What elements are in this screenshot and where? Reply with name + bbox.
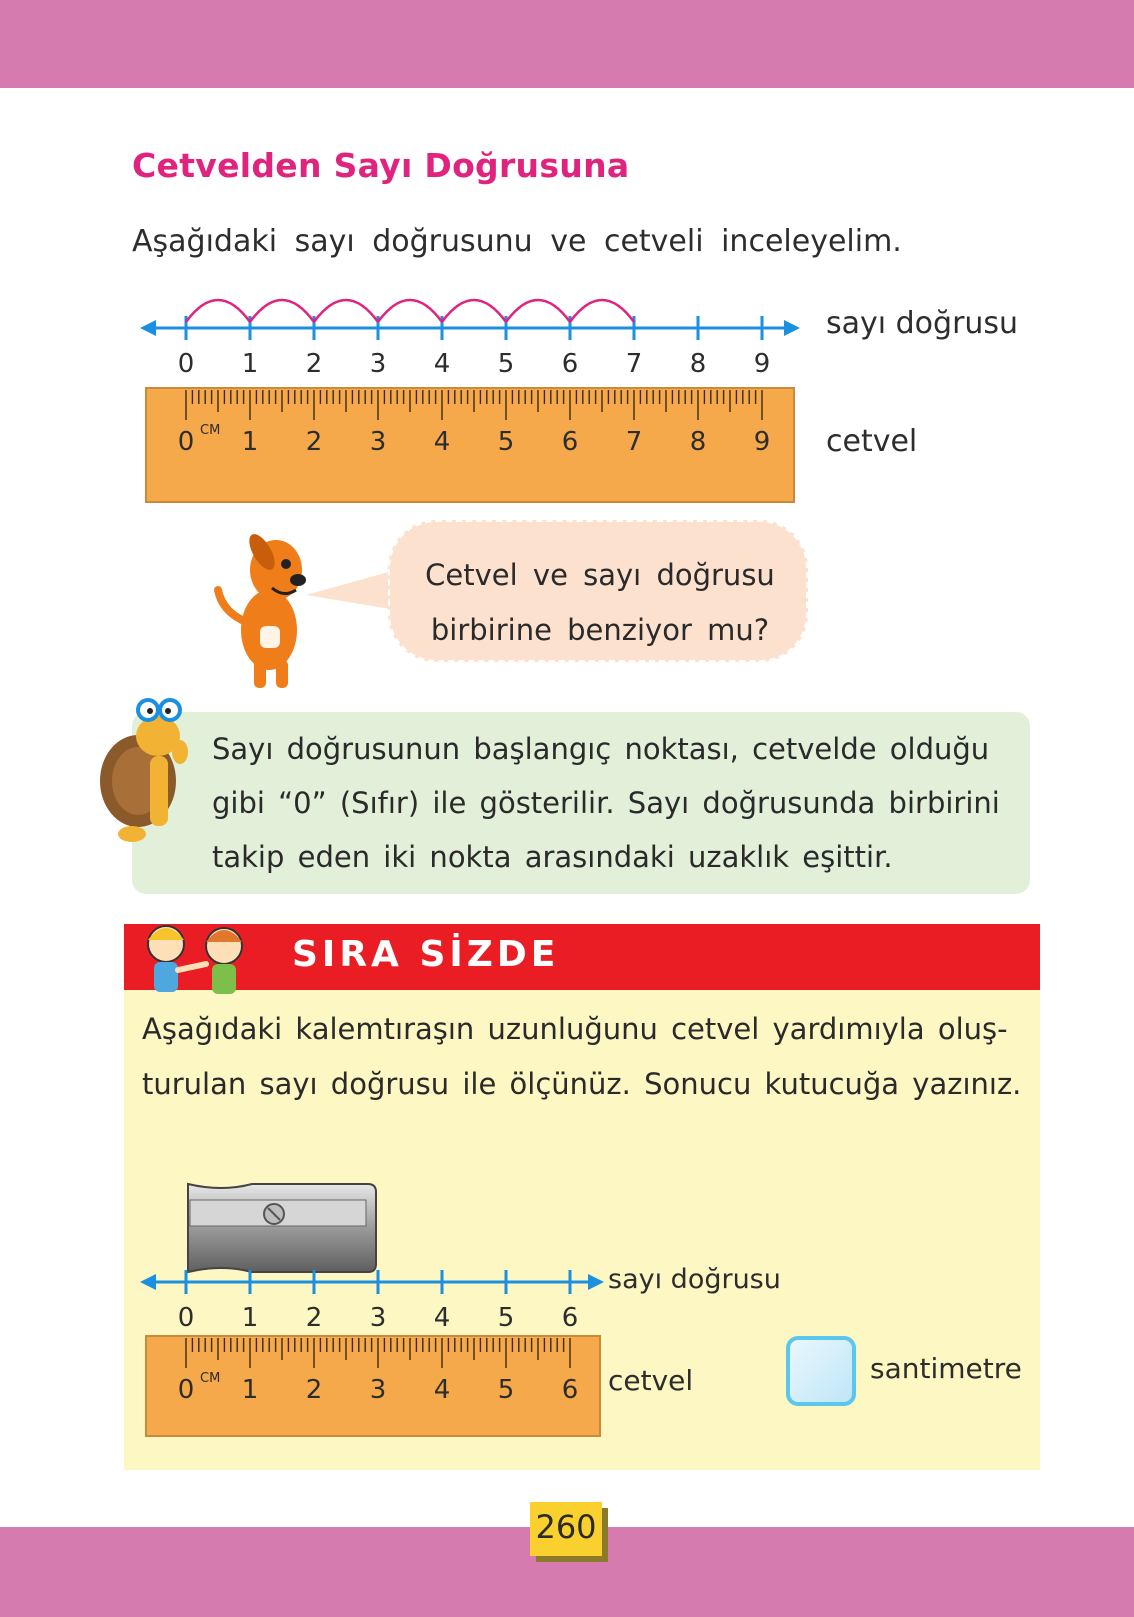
kids-icon: [132, 918, 262, 998]
number-line-label-6: 6: [561, 349, 579, 379]
turtle-illustration: [98, 696, 198, 846]
info-line-1: Sayı doğrusunun başlangıç noktası, cetvelde olduğu: [212, 732, 990, 766]
pencil-sharpener: [182, 1178, 382, 1278]
top-band: [0, 0, 1134, 88]
ruler: [146, 388, 796, 508]
exercise-number-line-label: sayı doğrusu: [608, 1264, 781, 1295]
ruler-number-6: 6: [561, 427, 579, 457]
ruler-number-9: 9: [753, 427, 771, 457]
exercise-line-2: turulan sayı doğrusu ile ölçünüz. Sonucu kutucuğa yazınız.: [142, 1067, 1022, 1101]
ruler-number-3: 3: [369, 427, 387, 457]
number-line-label-3: 3: [369, 1303, 387, 1333]
ruler-number-2: 2: [305, 427, 323, 457]
speech-bubble-text: [400, 548, 800, 658]
ruler-number-1: 1: [241, 427, 259, 457]
number-line-label-5: 5: [497, 349, 515, 379]
jump-arc: [506, 300, 570, 322]
ruler-number-0: 0: [177, 1375, 195, 1405]
number-line: [140, 296, 940, 386]
number-line-label-3: 3: [369, 349, 387, 379]
left-arrow: [140, 320, 156, 336]
jump-arc: [570, 300, 634, 322]
exercise-ruler-label: cetvel: [608, 1364, 694, 1397]
number-line-label-4: 4: [433, 1303, 451, 1333]
jump-arc: [378, 300, 442, 322]
left-arrow: [140, 1274, 156, 1290]
ruler-number-0: 0: [177, 427, 195, 457]
exercise-title: SIRA SİZDE: [292, 934, 560, 975]
ruler-number-6: 6: [561, 1375, 579, 1405]
exercise-line-1: Aşağıdaki kalemtıraşın uzunluğunu cetvel yardımıyla oluş-: [142, 1012, 1008, 1046]
ruler-number-7: 7: [625, 427, 643, 457]
answer-input-box[interactable]: [786, 1336, 856, 1406]
number-line-label-9: 9: [753, 349, 771, 379]
jump-arc: [186, 300, 250, 322]
number-line-label: sayı doğrusu: [826, 306, 1019, 341]
ruler-unit: CM: [200, 1371, 221, 1386]
info-line-3: takip eden iki nokta arasındaki uzaklık eşittir.: [212, 840, 893, 874]
answer-unit-label: santimetre: [870, 1352, 1022, 1385]
ruler-number-5: 5: [497, 1375, 515, 1405]
number-line-label-0: 0: [177, 1303, 195, 1333]
ruler-number-4: 4: [433, 427, 451, 457]
ruler-number-5: 5: [497, 427, 515, 457]
info-text: [212, 722, 1018, 884]
info-line-2: gibi “0” (Sıfır) ile gösterilir. Sayı doğrusunda birbirini: [212, 786, 1000, 820]
number-line-label-5: 5: [497, 1303, 515, 1333]
ruler-number-8: 8: [689, 427, 707, 457]
jump-arc: [442, 300, 506, 322]
number-line-label-7: 7: [625, 349, 643, 379]
number-line-label-6: 6: [561, 1303, 579, 1333]
ruler-number-3: 3: [369, 1375, 387, 1405]
number-line-label-2: 2: [305, 1303, 323, 1333]
ruler-unit: CM: [200, 423, 221, 438]
speech-line-1: Cetvel ve sayı doğrusu: [425, 558, 775, 592]
ruler-number-4: 4: [433, 1375, 451, 1405]
intro-text: Aşağıdaki sayı doğrusunu ve cetveli inceleyelim.: [132, 224, 902, 259]
jump-arc: [314, 300, 378, 322]
page-number: 260: [535, 1508, 597, 1546]
number-line-label-8: 8: [689, 349, 707, 379]
ruler-number-2: 2: [305, 1375, 323, 1405]
ruler-number-1: 1: [241, 1375, 259, 1405]
number-line-label-4: 4: [433, 349, 451, 379]
number-line-label-0: 0: [177, 349, 195, 379]
right-arrow: [784, 320, 800, 336]
number-line-label-1: 1: [241, 349, 259, 379]
exercise-ruler: [146, 1336, 596, 1446]
speech-line-2: birbirine benziyor mu?: [430, 613, 770, 647]
number-line-label-1: 1: [241, 1303, 259, 1333]
ruler-label: cetvel: [826, 424, 918, 459]
exercise-instructions: [142, 1002, 1022, 1112]
page-title: Cetvelden Sayı Doğrusuna: [132, 146, 630, 185]
exercise-number-line: [140, 1266, 600, 1336]
number-line-label-2: 2: [305, 349, 323, 379]
jump-arc: [250, 300, 314, 322]
